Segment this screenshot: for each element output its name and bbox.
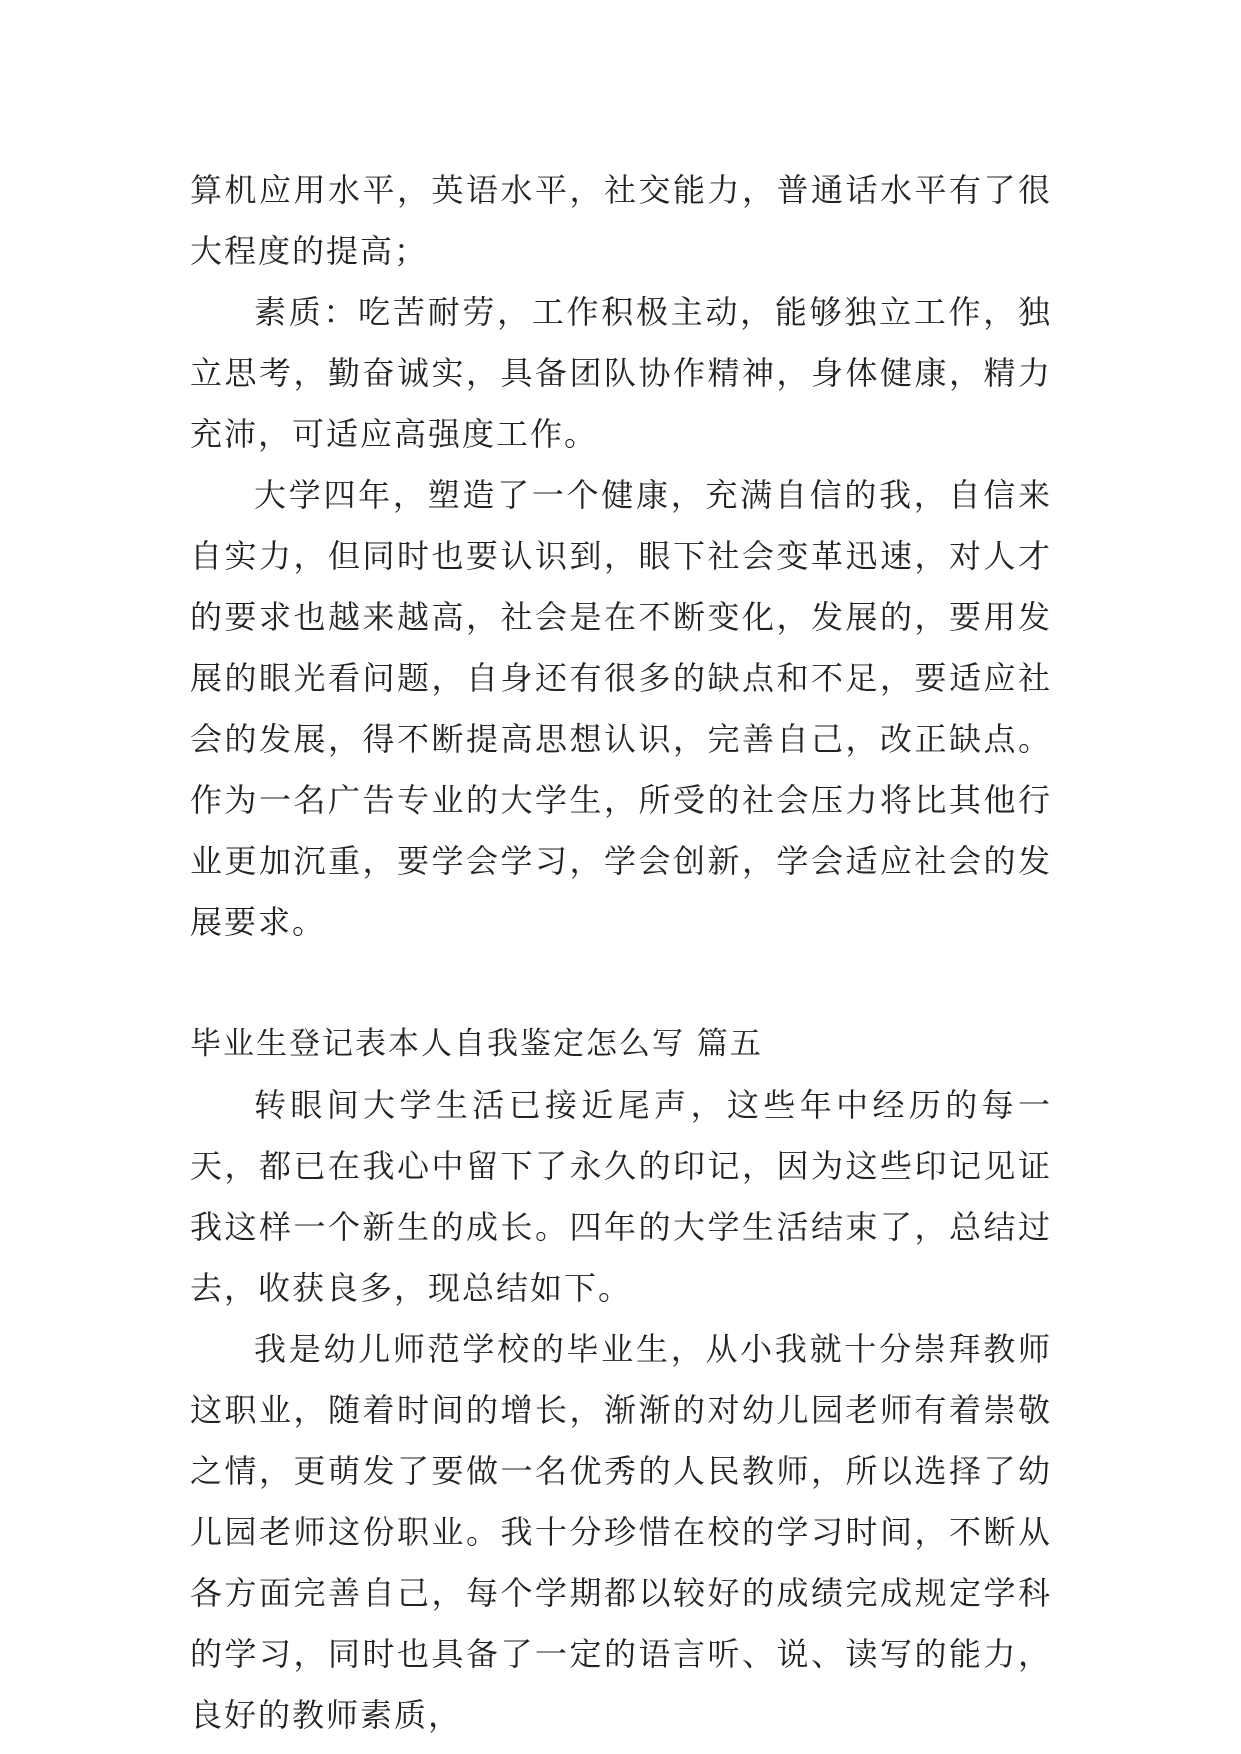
section-heading: 毕业生登记表本人自我鉴定怎么写 篇五 <box>190 1026 763 1062</box>
paragraph-qualities: 素质：吃苦耐劳，工作积极主动，能够独立工作，独立思考，勤奋诚实，具备团队协作精神，身体健康，精力充沛，可适应高强度工作。 <box>190 293 1052 453</box>
paragraph-kindergarten-teacher: 我是幼儿师范学校的毕业生，从小我就十分崇拜教师这职业，随着时间的增长，渐渐的对幼儿园老师有着崇敬之情，更萌发了要做一名优秀的人民教师，所以选择了幼儿园老师这份职业。我十分珍惜在校的学习时间，不断从各方面完善自己，每个学期都以较好的成绩完成规定学科的学习，同时也具备了一定的语言听、说、读写的能力，良好的教师素质， <box>190 1330 1052 1734</box>
document-body <box>190 160 1052 1746</box>
paragraph-college-end: 转眼间大学生活已接近尾声，这些年中经历的每一天，都已在我心中留下了永久的印记，因为这些印记见证我这样一个新生的成长。四年的大学生活结束了，总结过去，收获良多，现总结如下。 <box>190 1086 1052 1307</box>
paragraph-four-years: 大学四年，塑造了一个健康，充满自信的我，自信来自实力，但同时也要认识到，眼下社会变革迅速，对人才的要求也越来越高，社会是在不断变化，发展的，要用发展的眼光看问题，自身还有很多的缺点和不足，要适应社会的发展，得不断提高思想认识，完善自己，改正缺点。作为一名广告专业的大学生，所受的社会压力将比其他行业更加沉重，要学会学习，学会创新，学会适应社会的发展要求。 <box>190 476 1052 941</box>
paragraph-skills-continued: 算机应用水平，英语水平，社交能力，普通话水平有了很大程度的提高； <box>190 171 1052 270</box>
